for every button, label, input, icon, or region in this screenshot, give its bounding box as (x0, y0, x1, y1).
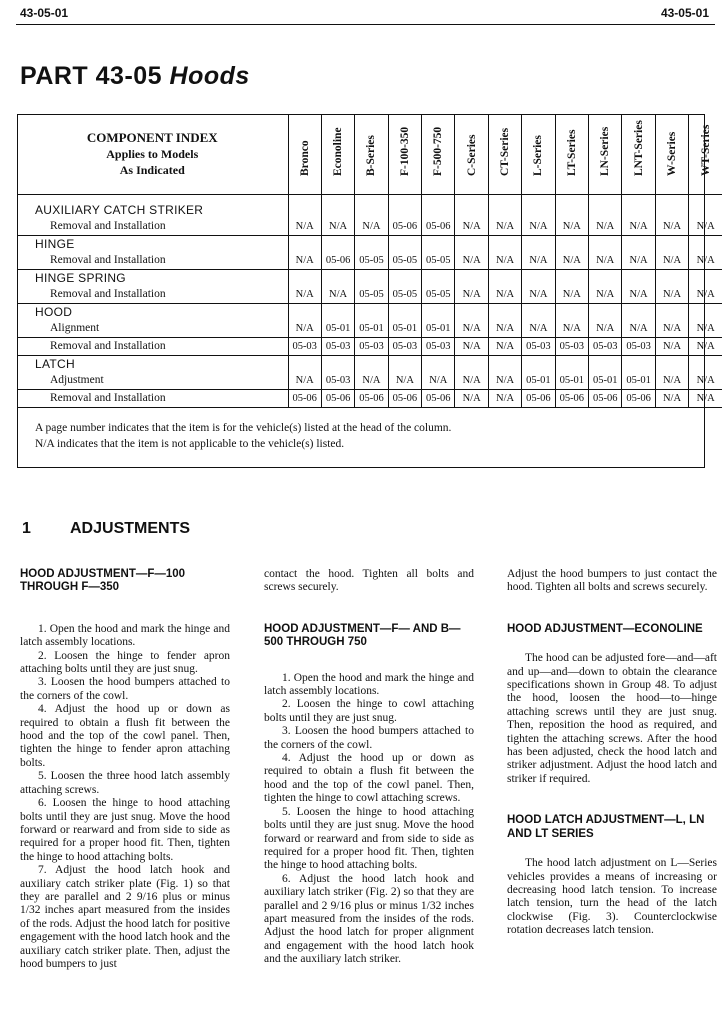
component-item-value: N/A (555, 252, 588, 270)
component-item-value: 05-01 (321, 320, 354, 338)
index-subtitle-2: As Indicated (119, 162, 185, 177)
component-item-value: N/A (488, 320, 521, 338)
group-spacer-cell (622, 270, 655, 287)
procedure-step: 4. Adjust the hood up or down as required to obtain a flush fit between the hood and the top of the cowl panel. Then, tighten the hinge to cowl attaching screws. (264, 752, 474, 805)
component-item-value: N/A (522, 252, 555, 270)
model-header: CT-Series (488, 114, 521, 194)
component-item-value: 05-03 (422, 338, 455, 356)
group-spacer-cell (455, 270, 488, 287)
component-group-row (17, 304, 722, 321)
component-item-value: N/A (622, 320, 655, 338)
group-spacer-cell (689, 236, 722, 253)
procedure-heading: HOOD LATCH ADJUSTMENT—L, LN AND LT SERIES (507, 814, 705, 840)
component-item-value: 05-06 (355, 390, 388, 408)
group-spacer-cell (589, 270, 622, 287)
section-title: ADJUSTMENTS (70, 520, 191, 537)
component-item-value: N/A (288, 218, 321, 236)
component-item-value: 05-06 (422, 218, 455, 236)
component-group-name: HINGE (35, 237, 75, 251)
model-header: Bronco (288, 114, 321, 194)
model-header: L-Series (522, 114, 555, 194)
component-item-value: 05-01 (622, 372, 655, 390)
component-index-table (17, 114, 722, 482)
component-item-value: N/A (655, 390, 688, 408)
component-item-value: N/A (488, 390, 521, 408)
component-item-value: N/A (689, 372, 722, 390)
group-spacer-cell (288, 270, 321, 287)
group-spacer-cell (555, 304, 588, 321)
component-item-value: 05-06 (589, 390, 622, 408)
component-item-label: Removal and Installation (17, 390, 288, 408)
part-number: PART 43-05 (20, 62, 163, 90)
component-item-value: 05-06 (388, 390, 421, 408)
component-item-value: N/A (288, 286, 321, 304)
component-item-value: N/A (689, 338, 722, 356)
component-item-value: N/A (388, 372, 421, 390)
component-item-value: 05-05 (422, 286, 455, 304)
component-item-value: N/A (589, 218, 622, 236)
continued-text: Adjust the hood bumpers to just contact the hood. Tighten all bolts and screws securely. (507, 568, 717, 594)
component-item-value: 05-06 (388, 218, 421, 236)
group-spacer-cell (288, 356, 321, 373)
component-group-name: LATCH (35, 357, 75, 371)
component-item-value: N/A (655, 320, 688, 338)
procedure-step: 5. Loosen the three hood latch assembly attaching screws. (20, 770, 230, 796)
procedure-step: 2. Loosen the hinge to cowl attaching bolts until they are just snug. (264, 698, 474, 724)
component-item-row (17, 390, 722, 408)
model-header: WT-Series (689, 114, 722, 194)
group-spacer-cell (288, 202, 321, 218)
group-spacer-cell (555, 202, 588, 218)
part-name: Hoods (169, 62, 250, 90)
component-item-value: 05-06 (422, 390, 455, 408)
component-item-label: Removal and Installation (17, 338, 288, 356)
group-spacer-cell (355, 236, 388, 253)
component-item-value: 05-03 (288, 338, 321, 356)
group-spacer-cell (488, 202, 521, 218)
group-spacer-cell (655, 202, 688, 218)
index-note: A page number indicates that the item is for the vehicle(s) listed at the head of the column. (35, 422, 452, 434)
group-spacer-cell (555, 236, 588, 253)
group-spacer-cell (522, 202, 555, 218)
model-header: Econoline (321, 114, 354, 194)
component-item-value: N/A (622, 252, 655, 270)
component-item-value: N/A (455, 390, 488, 408)
group-spacer-cell (522, 304, 555, 321)
component-item-value: N/A (488, 372, 521, 390)
component-item-value: N/A (288, 320, 321, 338)
component-item-value: N/A (288, 372, 321, 390)
group-spacer-cell (655, 236, 688, 253)
component-item-label: Alignment (17, 320, 288, 338)
component-item-value: N/A (488, 286, 521, 304)
group-spacer-cell (522, 270, 555, 287)
component-item-label: Removal and Installation (17, 286, 288, 304)
procedure-step: 6. Loosen the hinge to hood attaching bolts until they are just snug. Move the hood forward or rearward and from side to side as required for a proper hood fit. Then, tighten the hinge to hood attaching bolts. (20, 797, 230, 863)
group-spacer-cell (689, 270, 722, 287)
component-item-value: 05-03 (321, 372, 354, 390)
group-spacer-cell (321, 236, 354, 253)
component-item-value: N/A (455, 286, 488, 304)
component-item-value: 05-01 (589, 372, 622, 390)
group-spacer-cell (321, 304, 354, 321)
component-item-value: N/A (689, 286, 722, 304)
component-item-value: 05-01 (355, 320, 388, 338)
group-spacer-cell (488, 304, 521, 321)
header-rule (16, 24, 715, 25)
component-index-body (17, 194, 722, 408)
group-spacer-cell (388, 270, 421, 287)
group-spacer-cell (622, 236, 655, 253)
group-spacer-cell (555, 356, 588, 373)
component-item-value: N/A (455, 372, 488, 390)
group-spacer-cell (355, 356, 388, 373)
group-spacer-cell (689, 202, 722, 218)
component-item-value: 05-05 (388, 252, 421, 270)
group-spacer-cell (321, 356, 354, 373)
model-header: W-Series (655, 114, 688, 194)
group-spacer-cell (422, 270, 455, 287)
group-spacer-cell (589, 202, 622, 218)
index-title: COMPONENT INDEX (86, 129, 218, 145)
group-spacer-cell (622, 304, 655, 321)
component-item-value: N/A (622, 286, 655, 304)
procedure-step: 3. Loosen the hood bumpers attached to the corners of the cowl. (264, 725, 474, 751)
component-item-value: N/A (455, 252, 488, 270)
group-spacer-cell (355, 304, 388, 321)
component-item-value: 05-06 (555, 390, 588, 408)
group-spacer-cell (522, 356, 555, 373)
group-spacer-cell (321, 202, 354, 218)
component-item-value: N/A (689, 320, 722, 338)
component-group-row (17, 202, 722, 218)
component-item-value: 05-06 (522, 390, 555, 408)
group-spacer-cell (589, 356, 622, 373)
group-spacer-cell (455, 356, 488, 373)
component-item-value: N/A (689, 218, 722, 236)
group-spacer-cell (355, 202, 388, 218)
component-item-value: N/A (655, 286, 688, 304)
component-item-value: N/A (589, 320, 622, 338)
component-item-value: N/A (655, 338, 688, 356)
model-header: C-Series (455, 114, 488, 194)
group-spacer-cell (488, 356, 521, 373)
component-item-value: N/A (555, 286, 588, 304)
component-item-label: Adjustment (17, 372, 288, 390)
component-item-value: 05-01 (388, 320, 421, 338)
model-header: LNT-Series (622, 114, 655, 194)
component-item-value: N/A (488, 252, 521, 270)
group-spacer-cell (655, 356, 688, 373)
group-spacer-cell (589, 236, 622, 253)
component-item-value: 05-03 (555, 338, 588, 356)
component-item-value: 05-05 (422, 252, 455, 270)
component-item-value: N/A (321, 286, 354, 304)
component-item-value: N/A (288, 252, 321, 270)
model-header: LN-Series (589, 114, 622, 194)
component-group-row (17, 270, 722, 287)
text-column-3 (507, 568, 717, 938)
group-spacer-cell (488, 270, 521, 287)
index-note: N/A indicates that the item is not applicable to the vehicle(s) listed. (35, 438, 345, 450)
group-spacer-cell (622, 356, 655, 373)
procedure-step: 1. Open the hood and mark the hinge and latch assembly locations. (20, 622, 230, 649)
group-spacer-cell (689, 304, 722, 321)
procedure-text: The hood latch adjustment on L—Series vehicles provides a means of increasing or decreasing hood latch tension. To increase latch tension, turn the head of the latch clockwise (Fig. 3). Counterclockwise rotation decreases latch tension. (507, 857, 717, 937)
component-item-value: N/A (689, 390, 722, 408)
procedure-step: 2. Loosen the hinge to fender apron attaching bolts until they are just snug. (20, 649, 230, 676)
procedure-text: The hood can be adjusted fore—and—aft and up—and—down to obtain the clearance specifications shown in Group 48. To adjust the hood, loosen the hood—to—hinge attaching screws until they are just snug. Then, reposition the hood as required, and tighten the attaching screws. After the hood has been adjusted, check the hood latch and striker adjustment. Adjust the hood latch and striker if required. (507, 652, 717, 785)
page-header-left: 43-05-01 (20, 6, 69, 20)
group-spacer-cell (555, 270, 588, 287)
group-spacer-cell (321, 270, 354, 287)
component-item-value: N/A (522, 320, 555, 338)
component-item-label: Removal and Installation (17, 218, 288, 236)
component-item-value: N/A (488, 338, 521, 356)
procedure-step: 5. Loosen the hinge to hood attaching bolts until they are just snug. Move the hood forward or rearward and from side to side as required for a proper hood fit. Then, tighten the hinge to hood attaching bolts. (264, 805, 474, 872)
component-item-value: N/A (455, 338, 488, 356)
group-spacer-cell (655, 304, 688, 321)
component-group-name: AUXILIARY CATCH STRIKER (35, 203, 204, 217)
group-spacer-cell (622, 202, 655, 218)
text-column-2 (264, 568, 474, 967)
continued-text: contact the hood. Tighten all bolts and screws securely. (264, 568, 474, 594)
group-spacer-cell (455, 304, 488, 321)
text-column-1 (20, 568, 230, 971)
component-item-row (17, 320, 722, 338)
group-spacer-cell (422, 356, 455, 373)
group-spacer-cell (422, 202, 455, 218)
component-group-row (17, 236, 722, 253)
group-spacer-cell (422, 304, 455, 321)
index-notes (17, 408, 722, 482)
component-item-value: N/A (655, 252, 688, 270)
page-header-right: 43-05-01 (660, 6, 709, 20)
group-spacer-cell (288, 304, 321, 321)
procedure-step: 1. Open the hood and mark the hinge and latch assembly locations. (264, 671, 474, 698)
group-spacer-cell (355, 270, 388, 287)
component-item-value: N/A (355, 218, 388, 236)
group-spacer-cell (689, 356, 722, 373)
component-group-name: HINGE SPRING (35, 271, 126, 285)
component-item-value: 05-01 (555, 372, 588, 390)
component-item-value: N/A (455, 218, 488, 236)
component-item-value: 05-06 (321, 252, 354, 270)
component-item-value: 05-06 (321, 390, 354, 408)
component-group-name: HOOD (35, 305, 73, 319)
component-item-value: 05-03 (589, 338, 622, 356)
component-group-row (17, 356, 722, 373)
model-header: F-100-350 (388, 114, 421, 194)
component-item-row (17, 338, 722, 356)
model-header: F-500-750 (422, 114, 455, 194)
group-spacer-cell (589, 304, 622, 321)
model-header: B-Series (355, 114, 388, 194)
group-spacer-cell (488, 236, 521, 253)
component-item-value: 05-06 (288, 390, 321, 408)
component-item-value: N/A (522, 286, 555, 304)
component-item-value: 05-03 (321, 338, 354, 356)
component-item-value: 05-03 (522, 338, 555, 356)
component-item-value: N/A (555, 320, 588, 338)
component-item-value: 05-03 (622, 338, 655, 356)
group-spacer-cell (388, 356, 421, 373)
section-heading (22, 520, 190, 538)
group-spacer-cell (455, 236, 488, 253)
component-item-value: N/A (422, 372, 455, 390)
component-item-value: N/A (589, 286, 622, 304)
component-item-value: N/A (522, 218, 555, 236)
group-spacer-cell (655, 270, 688, 287)
component-item-value: 05-03 (355, 338, 388, 356)
component-item-value: 05-01 (522, 372, 555, 390)
group-spacer-cell (455, 202, 488, 218)
group-spacer-cell (522, 236, 555, 253)
procedure-heading: HOOD ADJUSTMENT—F— AND B—500 THROUGH 750 (264, 622, 461, 649)
procedure-heading: HOOD ADJUSTMENT—ECONOLINE (507, 622, 703, 635)
group-spacer-cell (388, 202, 421, 218)
procedure-step: 6. Adjust the hood latch hook and auxiliary latch striker (Fig. 2) so that they are parallel and 2 9/16 plus or minus 1/32 inches apart measured from the insides of the rods. Adjust the hood latch for proper alignment and engagement with the hood latch hook and the auxiliary latch striker. (264, 872, 474, 966)
component-item-value: N/A (689, 252, 722, 270)
component-index-heading (17, 114, 288, 194)
component-item-value: 05-03 (388, 338, 421, 356)
component-item-label: Removal and Installation (17, 252, 288, 270)
component-item-row (17, 286, 722, 304)
component-item-row (17, 252, 722, 270)
group-spacer-cell (388, 304, 421, 321)
component-item-value: N/A (455, 320, 488, 338)
model-header: LT-Series (555, 114, 588, 194)
component-item-value: 05-06 (622, 390, 655, 408)
component-item-value: N/A (488, 218, 521, 236)
component-item-row (17, 372, 722, 390)
page-title (20, 62, 250, 91)
section-number: 1 (22, 520, 31, 537)
component-item-value: N/A (589, 252, 622, 270)
component-item-value: N/A (555, 218, 588, 236)
component-item-value: 05-05 (355, 286, 388, 304)
component-item-value: 05-05 (355, 252, 388, 270)
group-spacer-cell (388, 236, 421, 253)
procedure-heading: HOOD ADJUSTMENT—F—100 THROUGH F—350 (20, 568, 186, 594)
component-item-value: N/A (655, 372, 688, 390)
procedure-step: 4. Adjust the hood up or down as required to obtain a flush fit between the hood and the top of the cowl panel. Then, tighten the hinge to fender apron attaching bolts. (20, 703, 230, 769)
procedure-step: 7. Adjust the hood latch hook and auxiliary catch striker plate (Fig. 1) so that they are parallel and 2 9/16 plus or minus 1/32 inches apart measured from the insides of the rods. Adjust the hood latch for positive engagement with the hood latch hook and the auxiliary catch striker plate. Then, adjust the hood bumpers to just (20, 864, 230, 970)
component-item-value: N/A (655, 218, 688, 236)
component-item-value: N/A (321, 218, 354, 236)
component-item-row (17, 218, 722, 236)
index-subtitle: Applies to Models (106, 146, 199, 161)
component-item-value: 05-05 (388, 286, 421, 304)
component-item-value: N/A (622, 218, 655, 236)
group-spacer-cell (288, 236, 321, 253)
group-spacer-cell (422, 236, 455, 253)
component-item-value: 05-01 (422, 320, 455, 338)
component-item-value: N/A (355, 372, 388, 390)
procedure-step: 3. Loosen the hood bumpers attached to the corners of the cowl. (20, 676, 230, 702)
